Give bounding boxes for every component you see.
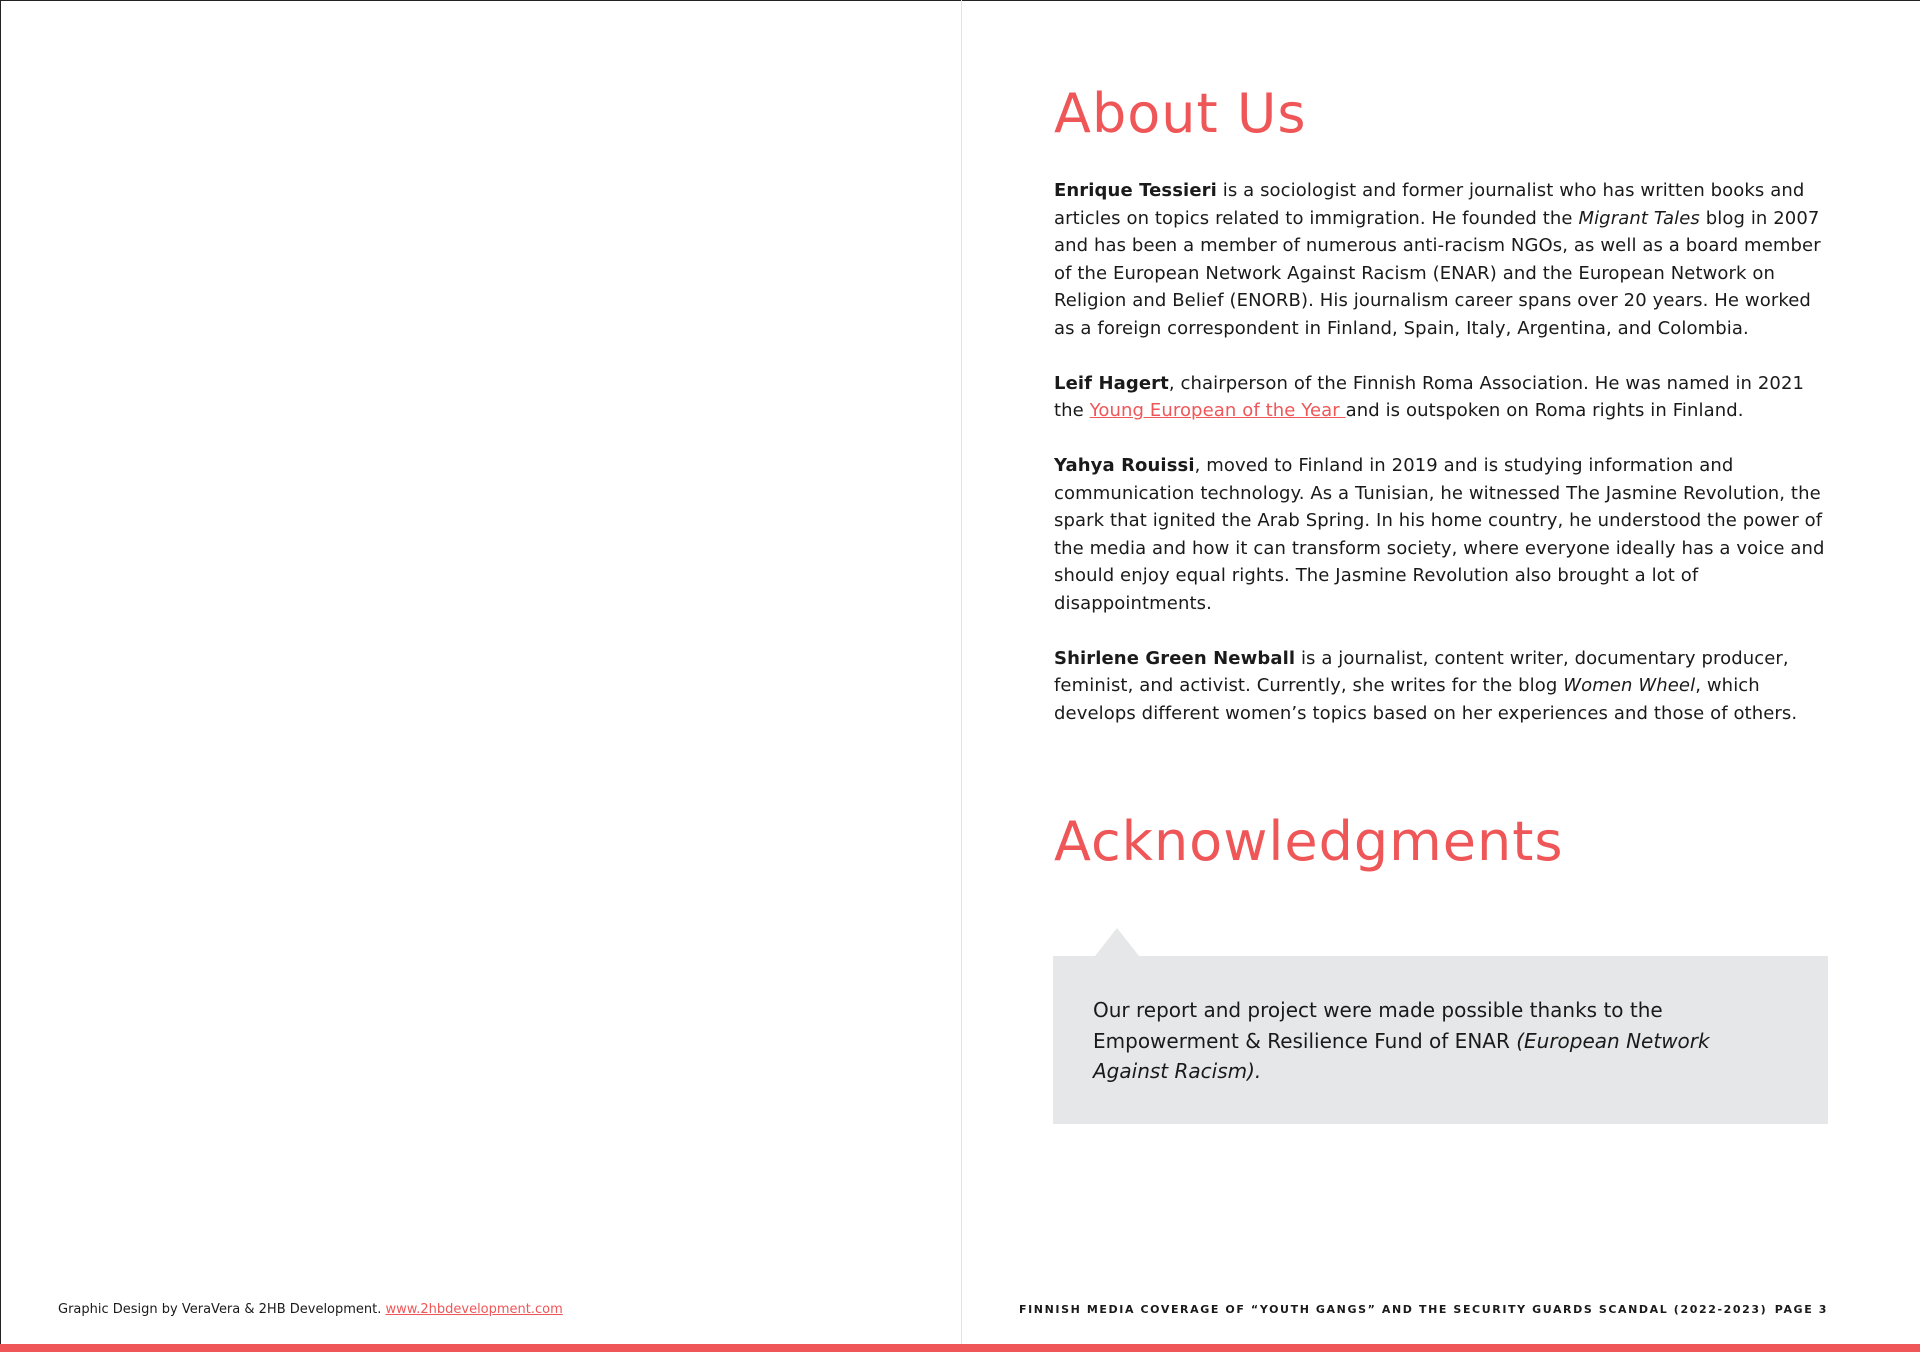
bio-text: is a journalist, content writer, documentary producer, feminist, and activist. Currently, she writes for the blog [1054,647,1789,696]
blog-title: Women Wheel [1563,675,1696,696]
acknowledgments-heading: Acknowledgments [1054,810,1564,873]
bio-shirlene-green-newball [1054,645,1836,728]
bio-text: is a sociologist and former journalist who has written books and articles on topics related to immigration. He founded the [1054,180,1805,229]
acknowledgment-text [1093,995,1788,1087]
left-page [0,0,961,1344]
bio-name: Shirlene Green Newball [1054,647,1296,669]
design-credit [58,1302,563,1317]
callout-pointer [1095,928,1139,956]
right-page [962,0,1920,1344]
blog-title: Migrant Tales [1578,207,1700,229]
bio-text: , which develops different women’s topics based on her experiences and those of others. [1054,675,1798,724]
bottom-accent-bar [0,1344,1920,1352]
page-number: PAGE 3 [1774,1303,1828,1316]
young-european-link[interactable]: Young European of the Year [1089,400,1346,421]
bios-section [1054,177,1836,755]
bio-name: Enrique Tessieri [1054,180,1217,201]
bio-enrique-tessieri [1054,177,1836,342]
acknowledgment-emphasis: (European Network Against Racism). [1093,1028,1710,1083]
bio-name: Leif Hagert [1054,372,1169,394]
bio-yahya-rouissi [1054,452,1836,617]
running-footer-title: FINNISH MEDIA COVERAGE OF “YOUTH GANGS” AND THE SECURITY GUARDS SCANDAL (2022-2023) [1019,1303,1768,1316]
bio-text: , moved to Finland in 2019 and is studying information and communication technology. As a Tunisian, he witnessed The Jasmine Revolution, the spark that ignited the Arab Spring. In his home country, he understood the power of the media and how it can transform society, where everyone ideally has a voice and should enjoy equal rights. The Jasmine Revolution also brought a lot of disappointments. [1054,455,1825,614]
about-us-heading: About Us [1054,82,1307,145]
acknowledgment-callout [1053,956,1828,1124]
website-link[interactable]: www.2hbdevelopment.com [385,1302,563,1317]
bio-text: blog in 2007 and has been a member of numerous anti-racism NGOs, as well as a board member of the European Network Against Racism (ENAR) and the European Network on Religion and Belief (ENORB). His journalism career spans over 20 years. He worked as a foreign correspondent in Finland, Spain, Italy, Argentina, and Colombia. [1054,207,1821,339]
bio-leif-hagert [1054,370,1836,425]
bio-text: and is outspoken on Roma rights in Finland. [1345,400,1744,421]
bio-name: Yahya Rouissi [1054,455,1195,476]
bio-text: , chairperson of the Finnish Roma Association. He was named in 2021 the [1054,372,1805,421]
design-credit-text: Graphic Design by VeraVera & 2HB Development. [58,1302,386,1317]
acknowledgment-body: Our report and project were made possible thanks to the Empowerment & Resilience Fund of ENAR [1093,998,1663,1053]
